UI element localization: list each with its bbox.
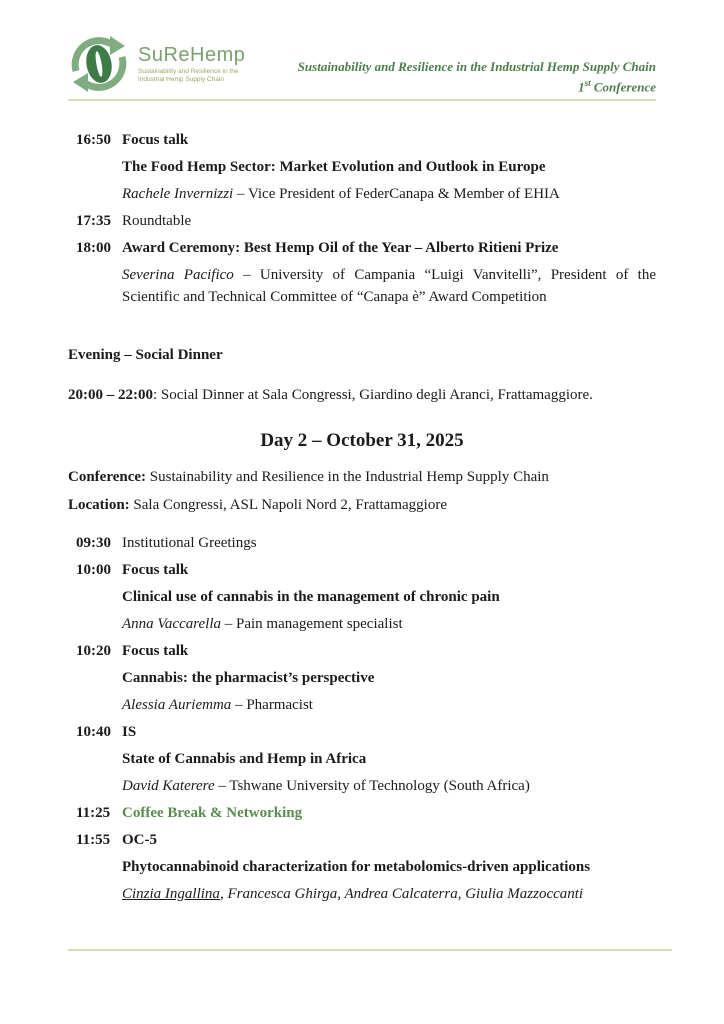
speaker-name: Anna Vaccarella <box>122 616 222 632</box>
conference-title: Sustainability and Resilience in the Industrial Hemp Supply Chain <box>297 59 656 74</box>
logo-tagline-line1: Sustainability and Resilience in the <box>138 68 239 75</box>
schedule-row <box>68 775 656 797</box>
schedule-day2 <box>68 532 656 905</box>
schedule-row <box>68 667 656 689</box>
session-type: IS <box>122 724 137 740</box>
logo <box>68 33 245 95</box>
location-meta-line <box>68 494 656 516</box>
talk-title: Award Ceremony: Best Hemp Oil of the Year – Alberto Ritieni Prize <box>122 240 559 256</box>
schedule-row <box>68 613 656 635</box>
recycle-arrows-hemp-seed-icon <box>68 33 130 95</box>
speaker-affiliation: – University of Campania “Luigi Vanvitelli”, President of the Scientific and Technical Committee of “Canapa è” Award Competition <box>122 267 656 305</box>
talk-title: Clinical use of cannabis in the management of chronic pain <box>122 589 500 605</box>
session-type: Roundtable <box>122 213 192 229</box>
schedule-row <box>68 802 656 824</box>
header-rule <box>68 99 656 101</box>
talk-title: Phytocannabinoid characterization for metabolomics-driven applications <box>122 859 591 875</box>
time-label: 17:35 <box>76 213 111 229</box>
conference-meta-line <box>68 466 656 488</box>
schedule-row <box>68 748 656 770</box>
time-label: 10:20 <box>76 643 111 659</box>
logo-name: SuReHemp <box>138 44 246 66</box>
dinner-text: : Social Dinner at Sala Congressi, Giardino degli Aranci, Frattamaggiore. <box>153 387 593 403</box>
speaker-affiliation: – Pain management specialist <box>221 616 403 632</box>
location-label: Location: <box>68 497 130 513</box>
schedule-row <box>68 129 656 151</box>
schedule-row <box>68 532 656 554</box>
dinner-time: 20:00 – 22:00 <box>68 387 153 403</box>
time-label: 10:40 <box>76 724 111 740</box>
speaker-line <box>122 694 656 716</box>
location-value: Sala Congressi, ASL Napoli Nord 2, Frattamaggiore <box>129 497 447 513</box>
session-type: Institutional Greetings <box>122 535 257 551</box>
time-label: 11:55 <box>76 832 111 848</box>
logo-text-block <box>138 33 245 84</box>
time-label: 11:25 <box>76 805 111 821</box>
conference-value: Sustainability and Resilience in the Industrial Hemp Supply Chain <box>146 469 549 485</box>
session-type: OC-5 <box>122 832 157 848</box>
logo-tagline <box>138 68 245 84</box>
speaker-line <box>122 264 656 308</box>
conference-label: Conference: <box>68 469 147 485</box>
speaker-affiliation: – Tshwane University of Technology (South Africa) <box>214 778 530 794</box>
speaker-affiliation: – Vice President of FederCanapa & Member of EHIA <box>233 186 560 202</box>
day2-heading: Day 2 – October 31, 2025 <box>260 430 464 451</box>
time-label: 09:30 <box>76 535 111 551</box>
speaker-line <box>122 775 656 797</box>
schedule-row <box>68 264 656 308</box>
authors-other: , Francesca Ghirga, Andrea Calcaterra, Giulia Mazzoccanti <box>219 886 584 902</box>
schedule-row <box>68 183 656 205</box>
schedule-day1 <box>68 129 656 406</box>
speaker-affiliation: – Pharmacist <box>231 697 313 713</box>
logo-tagline-line2: Industrial Hemp Supply Chain <box>138 76 224 83</box>
schedule-row <box>68 694 656 716</box>
talk-title: Cannabis: the pharmacist’s perspective <box>122 670 375 686</box>
speaker-name: Rachele Invernizzi <box>122 186 234 202</box>
footer-rule <box>68 949 672 951</box>
session-type: Focus talk <box>122 562 189 578</box>
schedule-row <box>68 210 656 232</box>
schedule-row <box>68 856 656 878</box>
session-type: Focus talk <box>122 132 189 148</box>
session-type: Focus talk <box>122 643 189 659</box>
speaker-name: David Katerere <box>122 778 215 794</box>
conference-ordinal: st <box>584 78 591 88</box>
time-label: 18:00 <box>76 240 111 256</box>
schedule-row <box>68 156 656 178</box>
header <box>68 33 656 97</box>
schedule-row <box>68 586 656 608</box>
speaker-name: Alessia Auriemma <box>122 697 232 713</box>
speaker-line <box>122 183 656 205</box>
conference-title-block <box>298 33 656 95</box>
schedule-row <box>68 829 656 851</box>
time-label: 10:00 <box>76 562 111 578</box>
schedule-row <box>68 721 656 743</box>
authors-line <box>122 883 656 905</box>
speaker-line <box>122 613 656 635</box>
coffee-break-label: Coffee Break & Networking <box>122 805 303 821</box>
conference-word: Conference <box>590 79 656 95</box>
speaker-name: Severina Pacifico <box>122 267 234 283</box>
evening-heading: Evening – Social Dinner <box>68 347 223 363</box>
talk-title: State of Cannabis and Hemp in Africa <box>122 751 367 767</box>
schedule-row <box>68 559 656 581</box>
author-presenting: Cinzia Ingallina <box>122 886 220 902</box>
social-dinner-line <box>68 384 656 406</box>
time-label: 16:50 <box>76 132 111 148</box>
conference-subtitle <box>298 75 656 95</box>
schedule-row <box>68 640 656 662</box>
schedule-row <box>68 883 656 905</box>
schedule-row <box>68 237 656 259</box>
conference-number: 1 <box>578 79 585 95</box>
talk-title: The Food Hemp Sector: Market Evolution and Outlook in Europe <box>122 159 546 175</box>
